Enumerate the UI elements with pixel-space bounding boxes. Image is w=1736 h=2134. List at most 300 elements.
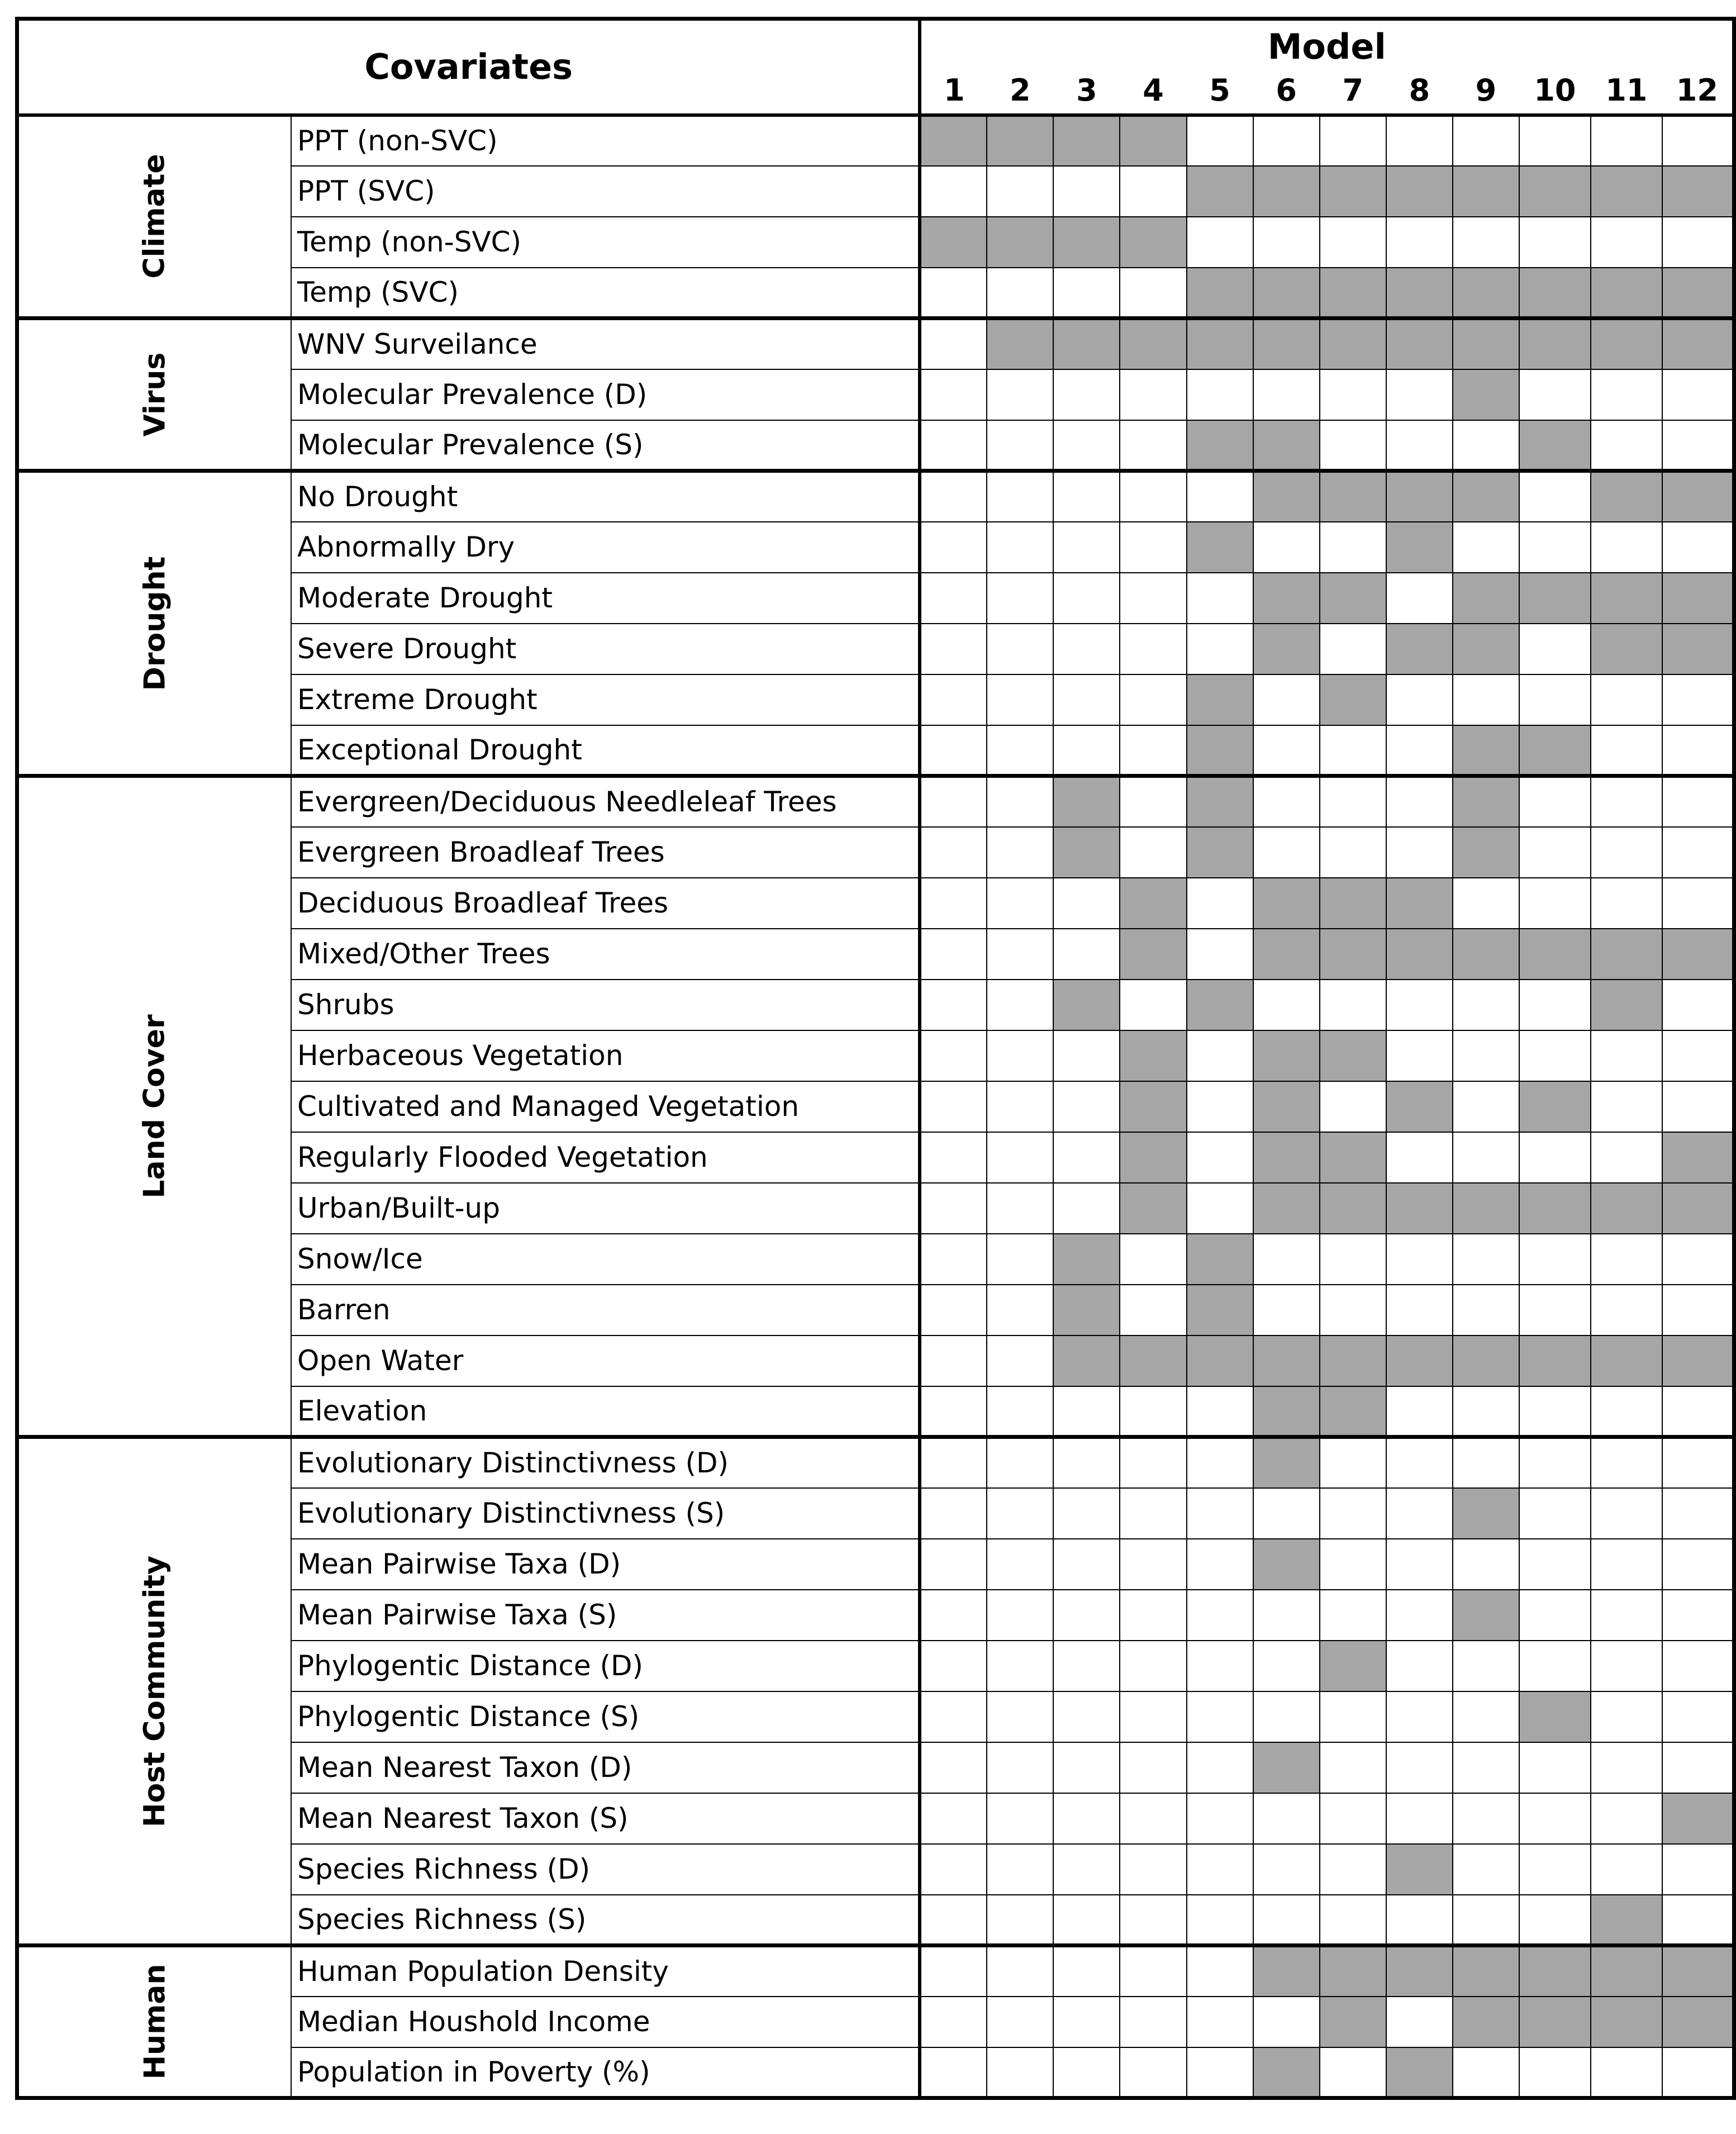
cell-included <box>1320 1641 1386 1691</box>
cell-empty <box>1386 217 1453 268</box>
cell-included <box>1386 1946 1453 1997</box>
cell-empty <box>1320 624 1386 674</box>
cell-included <box>1591 624 1662 674</box>
cell-empty <box>1453 1641 1519 1691</box>
cell-included <box>1053 319 1120 369</box>
cell-empty <box>1386 1285 1453 1335</box>
cell-empty <box>1053 929 1120 980</box>
cell-empty <box>1253 1488 1320 1539</box>
cell-included <box>1453 1335 1519 1386</box>
cell-empty <box>1053 1742 1120 1793</box>
cell-included <box>1453 1183 1519 1234</box>
cell-included <box>1320 1386 1386 1437</box>
cell-included <box>1187 522 1253 573</box>
cell-empty <box>1053 878 1120 929</box>
cell-empty <box>1253 1997 1320 2047</box>
cell-empty <box>1662 827 1734 878</box>
covariate-label: Cultivated and Managed Vegetation <box>291 1081 920 1132</box>
cell-empty <box>1187 1437 1253 1488</box>
cell-empty <box>1320 522 1386 573</box>
cell-empty <box>1320 420 1386 471</box>
cell-empty <box>1591 1437 1662 1488</box>
cell-empty <box>1386 1895 1453 1946</box>
cell-empty <box>987 674 1053 725</box>
cell-included <box>1519 1997 1591 2047</box>
covariate-label: Human Population Density <box>291 1946 920 1997</box>
cell-empty <box>1053 1946 1120 1997</box>
cell-empty <box>1320 1234 1386 1285</box>
cell-included <box>1120 115 1186 166</box>
cell-empty <box>1386 1742 1453 1793</box>
cell-empty <box>1453 878 1519 929</box>
cell-included <box>1662 319 1734 369</box>
cell-empty <box>1187 471 1253 522</box>
cell-empty <box>1053 1691 1120 1742</box>
cell-included <box>1453 1488 1519 1539</box>
cell-empty <box>1120 827 1186 878</box>
cell-included <box>1120 878 1186 929</box>
cell-empty <box>987 980 1053 1030</box>
cell-empty <box>1519 827 1591 878</box>
cell-empty <box>1662 1081 1734 1132</box>
cell-empty <box>1187 2047 1253 2098</box>
cell-included <box>1519 420 1591 471</box>
cell-empty <box>1662 1234 1734 1285</box>
cell-included <box>1662 624 1734 674</box>
cell-empty <box>1320 1437 1386 1488</box>
cell-empty <box>1591 1590 1662 1641</box>
cell-empty <box>1662 217 1734 268</box>
cell-included <box>1453 319 1519 369</box>
cell-empty <box>1120 1590 1186 1641</box>
cell-empty <box>987 1946 1053 1997</box>
cell-empty <box>920 1742 987 1793</box>
cell-included <box>1662 929 1734 980</box>
cell-included <box>1320 1946 1386 1997</box>
cell-empty <box>1053 1030 1120 1081</box>
cell-empty <box>1253 1285 1320 1335</box>
cell-included <box>1386 268 1453 319</box>
covariate-label: Temp (SVC) <box>291 268 920 319</box>
cell-empty <box>1187 1081 1253 1132</box>
cell-empty <box>1320 1742 1386 1793</box>
cell-empty <box>1320 1691 1386 1742</box>
cell-empty <box>1187 1386 1253 1437</box>
cell-empty <box>1120 1437 1186 1488</box>
cell-empty <box>1662 1285 1734 1335</box>
cell-empty <box>987 1234 1053 1285</box>
cell-included <box>1253 1081 1320 1132</box>
cell-included <box>1519 319 1591 369</box>
cell-included <box>1320 1030 1386 1081</box>
cell-empty <box>1120 369 1186 420</box>
cell-included <box>1120 1183 1186 1234</box>
covariate-label: Exceptional Drought <box>291 725 920 776</box>
group-label: Virus <box>138 352 172 437</box>
cell-empty <box>920 1183 987 1234</box>
cell-included <box>1320 319 1386 369</box>
cell-empty <box>987 2047 1053 2098</box>
cell-empty <box>1519 1437 1591 1488</box>
cell-empty <box>1187 1997 1253 2047</box>
cell-empty <box>1253 1895 1320 1946</box>
cell-empty <box>920 929 987 980</box>
cell-empty <box>1320 827 1386 878</box>
cell-included <box>987 319 1053 369</box>
cell-empty <box>1662 1437 1734 1488</box>
cell-empty <box>920 1030 987 1081</box>
covariate-label: Population in Poverty (%) <box>291 2047 920 2098</box>
cell-empty <box>1591 115 1662 166</box>
cell-empty <box>920 268 987 319</box>
cell-empty <box>1120 1844 1186 1895</box>
group-cell <box>17 1437 292 1946</box>
covariate-label: Evergreen/Deciduous Needleleaf Trees <box>291 776 920 827</box>
covariate-label: Mean Nearest Taxon (D) <box>291 1742 920 1793</box>
group-label: Land Cover <box>138 1014 172 1199</box>
cell-empty <box>987 1539 1053 1590</box>
covariate-label: Mixed/Other Trees <box>291 929 920 980</box>
cell-empty <box>1187 573 1253 624</box>
cell-empty <box>1453 1793 1519 1844</box>
cell-empty <box>920 1641 987 1691</box>
cell-empty <box>1591 2047 1662 2098</box>
cell-included <box>1453 929 1519 980</box>
cell-empty <box>920 1386 987 1437</box>
model-number-9: 9 <box>1453 67 1519 115</box>
cell-included <box>1120 319 1186 369</box>
cell-empty <box>987 166 1053 217</box>
cell-empty <box>920 624 987 674</box>
cell-empty <box>1386 420 1453 471</box>
cell-empty <box>1662 980 1734 1030</box>
cell-included <box>1187 319 1253 369</box>
cell-included <box>1591 166 1662 217</box>
cell-empty <box>987 827 1053 878</box>
cell-empty <box>1386 827 1453 878</box>
cell-empty <box>987 471 1053 522</box>
cell-empty <box>1053 1844 1120 1895</box>
cell-empty <box>1187 115 1253 166</box>
cell-empty <box>1253 1793 1320 1844</box>
cell-empty <box>1453 1844 1519 1895</box>
cell-empty <box>1453 522 1519 573</box>
cell-empty <box>1187 1946 1253 1997</box>
cell-included <box>1591 1895 1662 1946</box>
covariate-label: Severe Drought <box>291 624 920 674</box>
cell-empty <box>920 573 987 624</box>
cell-empty <box>920 471 987 522</box>
cell-empty <box>1591 1742 1662 1793</box>
cell-empty <box>1519 624 1591 674</box>
cell-empty <box>1591 1081 1662 1132</box>
cell-included <box>1253 166 1320 217</box>
cell-included <box>1320 268 1386 319</box>
cell-included <box>1591 268 1662 319</box>
cell-empty <box>1662 522 1734 573</box>
cell-included <box>1320 1183 1386 1234</box>
cell-included <box>1662 573 1734 624</box>
cell-empty <box>1591 725 1662 776</box>
cell-included <box>1253 1742 1320 1793</box>
model-number-7: 7 <box>1320 67 1386 115</box>
model-header: Model <box>920 19 1734 67</box>
cell-empty <box>1053 1997 1120 2047</box>
cell-empty <box>1519 878 1591 929</box>
cell-included <box>1253 1539 1320 1590</box>
covariate-label: Species Richness (D) <box>291 1844 920 1895</box>
cell-empty <box>1591 1539 1662 1590</box>
model-number-3: 3 <box>1053 67 1120 115</box>
cell-included <box>1187 166 1253 217</box>
cell-empty <box>1662 725 1734 776</box>
cell-empty <box>1253 1691 1320 1742</box>
cell-included <box>1253 2047 1320 2098</box>
cell-empty <box>1386 980 1453 1030</box>
cell-empty <box>1187 1030 1253 1081</box>
cell-included <box>1187 725 1253 776</box>
cell-empty <box>1386 1641 1453 1691</box>
cell-empty <box>1253 1590 1320 1641</box>
covariate-label: Elevation <box>291 1386 920 1437</box>
cell-included <box>1519 1946 1591 1997</box>
cell-included <box>1320 573 1386 624</box>
model-number-6: 6 <box>1253 67 1320 115</box>
cell-empty <box>1187 1590 1253 1641</box>
cell-empty <box>1253 217 1320 268</box>
cell-empty <box>1386 725 1453 776</box>
cell-empty <box>1187 1691 1253 1742</box>
cell-included <box>1187 1234 1253 1285</box>
cell-included <box>1453 369 1519 420</box>
cell-included <box>1053 1285 1120 1335</box>
model-number-5: 5 <box>1187 67 1253 115</box>
cell-empty <box>1591 776 1662 827</box>
cell-included <box>1120 1030 1186 1081</box>
cell-empty <box>1320 1285 1386 1335</box>
cell-included <box>1591 1183 1662 1234</box>
cell-empty <box>1187 1641 1253 1691</box>
covariate-label: Phylogentic Distance (D) <box>291 1641 920 1691</box>
covariate-label: Herbaceous Vegetation <box>291 1030 920 1081</box>
cell-empty <box>1662 1742 1734 1793</box>
cell-empty <box>1519 1793 1591 1844</box>
cell-included <box>1253 1183 1320 1234</box>
cell-empty <box>1386 369 1453 420</box>
cell-empty <box>987 1997 1053 2047</box>
covariate-label: Barren <box>291 1285 920 1335</box>
cell-empty <box>1120 1488 1186 1539</box>
model-number-11: 11 <box>1591 67 1662 115</box>
cell-empty <box>920 522 987 573</box>
cell-included <box>1662 268 1734 319</box>
table-row <box>17 1437 1734 1488</box>
covariate-label: WNV Surveilance <box>291 319 920 369</box>
cell-included <box>1519 929 1591 980</box>
cell-empty <box>1320 1488 1386 1539</box>
cell-empty <box>920 776 987 827</box>
cell-empty <box>1662 878 1734 929</box>
cell-empty <box>1591 878 1662 929</box>
cell-empty <box>1591 420 1662 471</box>
table-row <box>17 115 1734 166</box>
cell-included <box>1187 827 1253 878</box>
cell-empty <box>1662 369 1734 420</box>
cell-included <box>1253 624 1320 674</box>
cell-included <box>1662 1132 1734 1183</box>
cell-empty <box>1253 1641 1320 1691</box>
cell-empty <box>1120 980 1186 1030</box>
cell-empty <box>987 1285 1053 1335</box>
cell-empty <box>987 1793 1053 1844</box>
cell-included <box>920 217 987 268</box>
model-number-2: 2 <box>987 67 1053 115</box>
cell-included <box>1386 319 1453 369</box>
cell-empty <box>920 1081 987 1132</box>
covariate-label: Abnormally Dry <box>291 522 920 573</box>
cell-empty <box>1053 1793 1120 1844</box>
cell-included <box>1662 1793 1734 1844</box>
cell-included <box>1187 1335 1253 1386</box>
cell-empty <box>1053 1132 1120 1183</box>
cell-empty <box>1591 1285 1662 1335</box>
cell-empty <box>987 1895 1053 1946</box>
cell-included <box>1053 217 1120 268</box>
cell-empty <box>1519 1488 1591 1539</box>
cell-empty <box>987 1488 1053 1539</box>
cell-empty <box>1591 369 1662 420</box>
cell-empty <box>1120 166 1186 217</box>
cell-empty <box>1591 1488 1662 1539</box>
cell-empty <box>1053 1641 1120 1691</box>
cell-empty <box>1320 725 1386 776</box>
cell-included <box>1453 624 1519 674</box>
cell-included <box>987 217 1053 268</box>
cell-included <box>1386 1844 1453 1895</box>
cell-empty <box>1187 217 1253 268</box>
cell-empty <box>987 1132 1053 1183</box>
covariate-label: Urban/Built-up <box>291 1183 920 1234</box>
cell-empty <box>920 166 987 217</box>
cell-included <box>987 115 1053 166</box>
cell-empty <box>1120 1793 1186 1844</box>
cell-included <box>1662 1997 1734 2047</box>
cell-included <box>1253 1030 1320 1081</box>
cell-empty <box>1453 1895 1519 1946</box>
cell-empty <box>1519 1844 1591 1895</box>
cell-included <box>1591 1997 1662 2047</box>
cell-empty <box>920 1437 987 1488</box>
model-number-10: 10 <box>1519 67 1591 115</box>
cell-empty <box>1519 217 1591 268</box>
covariate-label: Open Water <box>291 1335 920 1386</box>
cell-empty <box>1253 115 1320 166</box>
group-label: Host Community <box>138 1555 172 1827</box>
cell-empty <box>1386 573 1453 624</box>
cell-empty <box>1662 1488 1734 1539</box>
group-cell <box>17 319 292 471</box>
cell-empty <box>987 725 1053 776</box>
cell-empty <box>1519 471 1591 522</box>
cell-empty <box>1053 268 1120 319</box>
cell-included <box>1320 1132 1386 1183</box>
cell-empty <box>1591 217 1662 268</box>
cell-included <box>1453 827 1519 878</box>
cell-empty <box>1320 369 1386 420</box>
cell-empty <box>1187 1895 1253 1946</box>
cell-included <box>1120 217 1186 268</box>
model-number-4: 4 <box>1120 67 1186 115</box>
cell-included <box>1519 1081 1591 1132</box>
cell-empty <box>1253 522 1320 573</box>
cell-included <box>1591 1335 1662 1386</box>
cell-included <box>1253 1386 1320 1437</box>
cell-empty <box>920 1488 987 1539</box>
cell-included <box>1253 1335 1320 1386</box>
cell-included <box>1386 1183 1453 1234</box>
cell-included <box>1662 1946 1734 1997</box>
covariate-label: Mean Pairwise Taxa (D) <box>291 1539 920 1590</box>
cell-included <box>1253 420 1320 471</box>
covariate-label: No Drought <box>291 471 920 522</box>
covariate-label: Deciduous Broadleaf Trees <box>291 878 920 929</box>
cell-empty <box>1453 2047 1519 2098</box>
model-number-8: 8 <box>1386 67 1453 115</box>
cell-included <box>1253 319 1320 369</box>
cell-empty <box>1386 1132 1453 1183</box>
group-cell <box>17 776 292 1437</box>
cell-included <box>1519 1183 1591 1234</box>
cell-empty <box>1519 1386 1591 1437</box>
cell-empty <box>1519 1590 1591 1641</box>
cell-empty <box>920 878 987 929</box>
cell-empty <box>1187 1488 1253 1539</box>
cell-empty <box>987 1183 1053 1234</box>
cell-empty <box>987 1437 1053 1488</box>
table-row <box>17 471 1734 522</box>
cell-empty <box>987 878 1053 929</box>
cell-empty <box>1591 1641 1662 1691</box>
cell-empty <box>987 1081 1053 1132</box>
cell-empty <box>1519 674 1591 725</box>
cell-included <box>1386 522 1453 573</box>
cell-empty <box>920 319 987 369</box>
covariate-label: Molecular Prevalence (S) <box>291 420 920 471</box>
cell-included <box>1253 573 1320 624</box>
cell-included <box>1053 776 1120 827</box>
cell-empty <box>1453 1132 1519 1183</box>
cell-included <box>1053 827 1120 878</box>
cell-empty <box>1120 1997 1186 2047</box>
cell-empty <box>1453 1539 1519 1590</box>
cell-empty <box>1187 1793 1253 1844</box>
cell-empty <box>1120 1641 1186 1691</box>
cell-empty <box>1453 1285 1519 1335</box>
table-row <box>17 776 1734 827</box>
cell-empty <box>1187 929 1253 980</box>
cell-empty <box>1662 2047 1734 2098</box>
cell-empty <box>1519 1234 1591 1285</box>
cell-empty <box>920 1590 987 1641</box>
cell-included <box>1453 573 1519 624</box>
cell-empty <box>1519 980 1591 1030</box>
cell-empty <box>1519 1285 1591 1335</box>
cell-empty <box>1120 1691 1186 1742</box>
cell-empty <box>1662 674 1734 725</box>
cell-empty <box>920 1997 987 2047</box>
cell-empty <box>1453 1386 1519 1437</box>
cell-empty <box>1120 1386 1186 1437</box>
